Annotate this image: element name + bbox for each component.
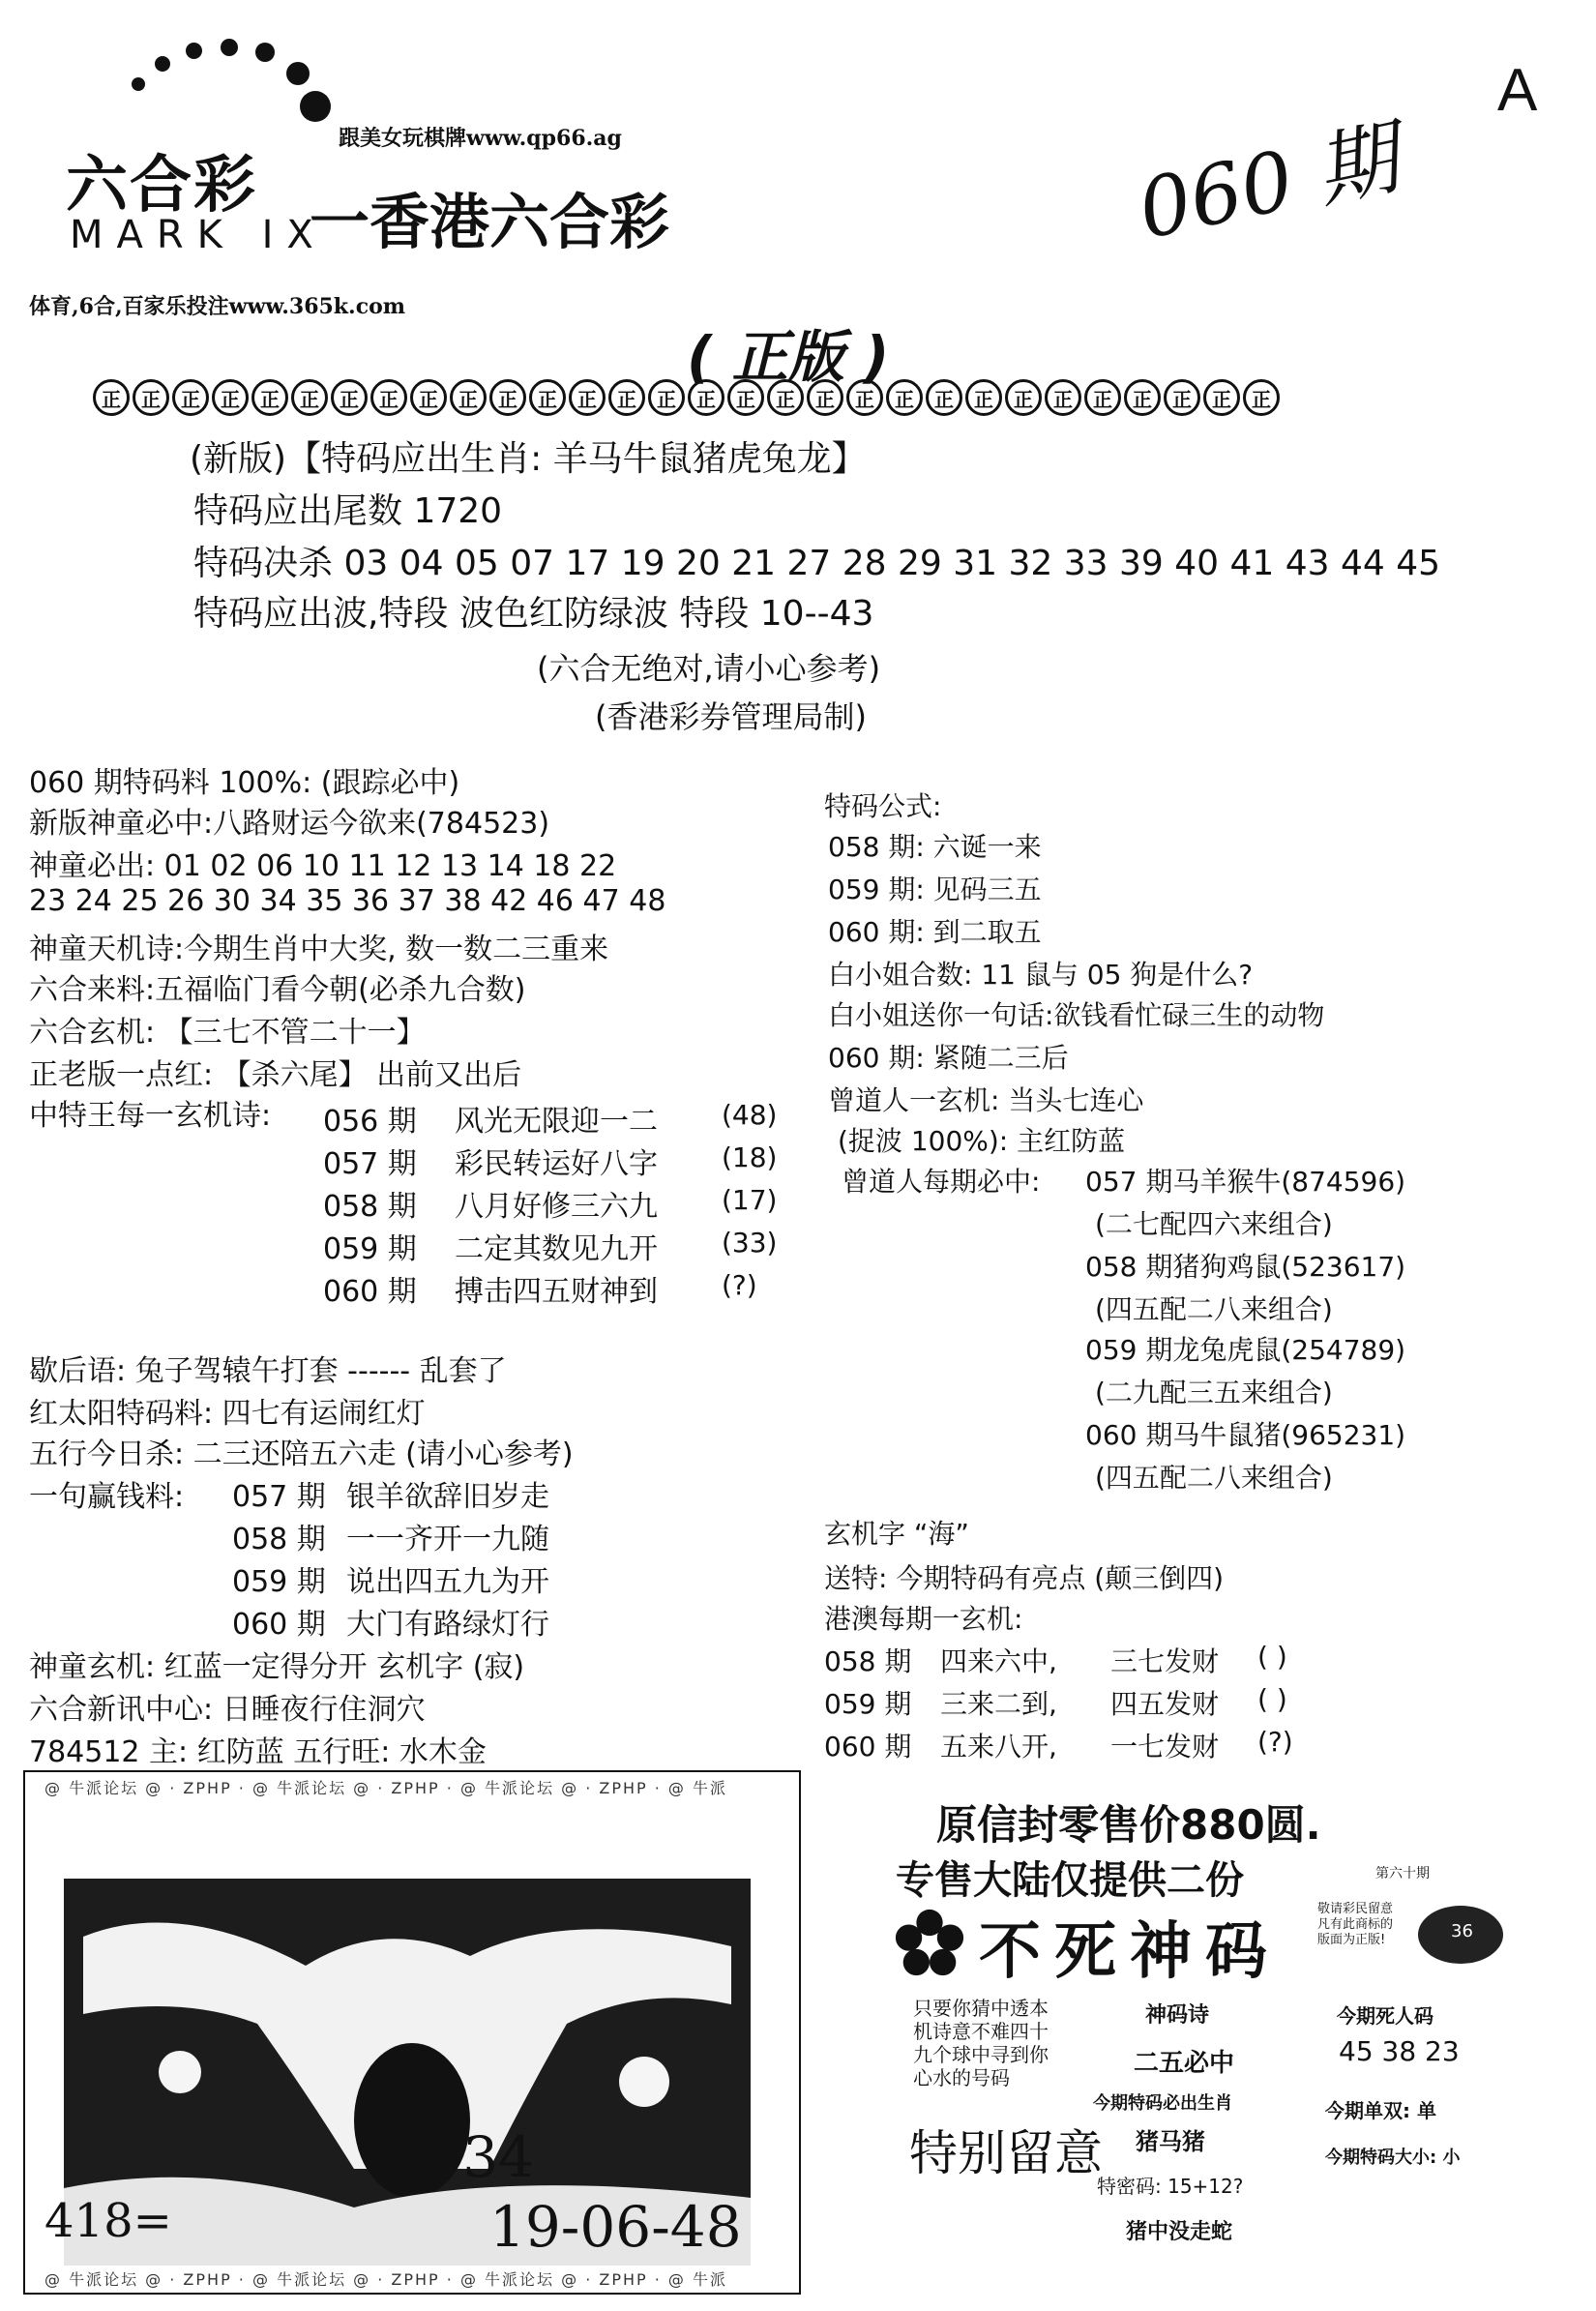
- poem-period: 056 期: [323, 1105, 417, 1139]
- ad-left-line: 九个球中寻到你: [913, 2043, 1049, 2066]
- zheng-stamp: 正: [529, 379, 566, 416]
- money-period: 057 期: [232, 1480, 326, 1514]
- gang-a: 五来八开,: [940, 1731, 1057, 1763]
- poem-period: 059 期: [323, 1232, 417, 1266]
- poem-text: 二定其数见九开: [455, 1232, 658, 1266]
- left-line: 神童玄机: 红蓝一定得分开 玄机字 (寂): [29, 1650, 525, 1684]
- poem-text: 风光无限迎一二: [455, 1105, 658, 1139]
- ad-zodiac: 猪马猪: [1136, 2128, 1205, 2155]
- zheng-stamp: 正: [172, 379, 209, 416]
- zheng-stamp: 正: [1124, 379, 1161, 416]
- zheng-stamp: 正: [410, 379, 447, 416]
- poem-code: (48): [722, 1099, 778, 1131]
- photo-box: [23, 1770, 801, 2295]
- zeng-main: 059 期龙兔虎鼠(254789): [1085, 1334, 1406, 1366]
- zeng-sub: (四五配二八来组合): [1095, 1293, 1333, 1325]
- main-line-kill: 特码决杀 03 04 05 07 17 19 20 21 27 28 29 31 32 33 39 40 41 43 44 45: [193, 544, 1441, 583]
- poem-period: 057 期: [323, 1147, 417, 1181]
- main-line-wave: 特码应出波,特段 波色红防绿波 特段 10--43: [193, 594, 874, 634]
- left-line: 新版神童必中:八路财运今欲来(784523): [29, 807, 550, 841]
- main-line-tail: 特码应出尾数 1720: [193, 491, 503, 531]
- logo-subtitle: 一香港六合彩: [310, 187, 670, 257]
- zheng-stamp: 正: [1005, 379, 1042, 416]
- zheng-stamp: 正: [1164, 379, 1200, 416]
- money-period: 059 期: [232, 1565, 326, 1599]
- corner-letter: A: [1497, 57, 1538, 124]
- zheng-stamp: 正: [251, 379, 288, 416]
- zheng-stamp: 正: [965, 379, 1002, 416]
- zeng-sub: (四五配二八来组合): [1095, 1462, 1333, 1494]
- gang-b: 一七发财: [1110, 1731, 1220, 1763]
- zheng-stamp: 正: [1045, 379, 1081, 416]
- ad-price: 原信封零售价880圆.: [936, 1801, 1321, 1849]
- zheng-stamp: 正: [846, 379, 883, 416]
- zheng-stamp: 正: [489, 379, 526, 416]
- zheng-stamp: 正: [370, 379, 407, 416]
- left-line: 神童天机诗:今期生肖中大奖, 数一数二三重来: [29, 933, 609, 966]
- left-line: 060 期特码料 100%: (跟踪必中): [29, 766, 460, 800]
- gang-period: 060 期: [824, 1731, 912, 1763]
- poem-code: (?): [722, 1269, 757, 1301]
- zheng-stamp: 正: [688, 379, 724, 416]
- photo-number-1: 13 34: [373, 2124, 535, 2190]
- zheng-stamp: 正: [1203, 379, 1240, 416]
- zheng-stamp: 正: [212, 379, 249, 416]
- gang-b: 四五发财: [1110, 1688, 1220, 1720]
- ad-issue: 第六十期: [1375, 1866, 1430, 1881]
- money-label: 一句赢钱料:: [29, 1480, 185, 1514]
- right-line: (捉波 100%): 主红防蓝: [838, 1125, 1126, 1157]
- zheng-stamp: 正: [133, 379, 169, 416]
- ad-line-1: 跟美女玩棋牌www.qp66.ag: [339, 126, 622, 151]
- zheng-stamp: 正: [886, 379, 923, 416]
- zheng-stamp-row: [93, 379, 1280, 416]
- ad-line-2: 体育,6合,百家乐投注www.365k.com: [29, 294, 406, 319]
- logo-cn: 六合彩: [66, 150, 257, 222]
- left-line: 六合新讯中心: 日睡夜行住洞穴: [29, 1693, 426, 1727]
- zheng-stamp: 正: [608, 379, 645, 416]
- poem-text: 彩民转运好八字: [455, 1147, 658, 1181]
- gang-c: ( ): [1257, 1683, 1287, 1715]
- poem-code: (18): [722, 1141, 778, 1173]
- poem-period: 058 期: [323, 1190, 417, 1224]
- gang-period: 058 期: [824, 1645, 912, 1677]
- right-line: 白小姐合数: 11 鼠与 05 狗是什么?: [828, 959, 1254, 991]
- song-te: 送特: 今期特码有亮点 (颠三倒四): [824, 1562, 1225, 1594]
- money-text: 银羊欲辞旧岁走: [346, 1480, 549, 1514]
- gang-a: 四来六中,: [940, 1645, 1057, 1677]
- money-text: 说出四五九为开: [346, 1565, 549, 1599]
- ad-secret: 特密码: 15+12?: [1097, 2175, 1244, 2198]
- money-text: 大门有路绿灯行: [346, 1608, 549, 1642]
- left-line: 23 24 25 26 30 34 35 36 37 38 42 46 47 48: [29, 884, 666, 918]
- xuan-word: 玄机字 “海”: [824, 1518, 969, 1550]
- left-line: 六合来料:五福临门看今朝(必杀九合数): [29, 973, 526, 1007]
- ad-snake: 猪中没走蛇: [1126, 2220, 1233, 2244]
- ad-left-line: 机诗意不难四十: [913, 2020, 1049, 2043]
- formula-line: 059 期: 见码三五: [828, 874, 1042, 905]
- formula-label: 特码公式:: [824, 790, 942, 822]
- zheng-stamp: 正: [450, 379, 487, 416]
- left-line: 歇后语: 兔子驾辕午打套 ------ 乱套了: [29, 1354, 507, 1388]
- ad-left-text: [913, 1997, 1049, 2089]
- right-line: 白小姐送你一句话:欲钱看忙碌三生的动物: [828, 999, 1325, 1031]
- zheng-stamp: 正: [1084, 379, 1121, 416]
- zheng-stamp: 正: [93, 379, 130, 416]
- photo-number-3: 418=: [44, 2194, 172, 2248]
- poem-code: (33): [722, 1227, 778, 1259]
- gang-label: 港澳每期一玄机:: [824, 1603, 1023, 1635]
- ad-zodiac-title: 今期特码必出生肖: [1093, 2093, 1232, 2114]
- poem-period: 060 期: [323, 1275, 417, 1309]
- gang-c: ( ): [1257, 1641, 1287, 1673]
- main-line-zodiac: (新版)【特码应出生肖: 羊马牛鼠猪虎兔龙】: [190, 439, 867, 479]
- poem-text: 八月好修三六九: [455, 1190, 658, 1224]
- left-line: 神童必出: 01 02 06 10 11 12 13 14 18 22: [29, 849, 617, 883]
- zheng-stamp: 正: [648, 379, 685, 416]
- left-line: 红太阳特码料: 四七有运闹红灯: [29, 1397, 426, 1431]
- money-text: 一一齐开一九随: [346, 1523, 549, 1556]
- edition-label: ( 正版 ): [687, 324, 890, 390]
- ad-size: 今期特码大小: 小: [1325, 2148, 1461, 2168]
- ad-poem-title: 神码诗: [1145, 2003, 1210, 2028]
- ad-poem-line: 二五必中: [1134, 2049, 1235, 2078]
- ad-left-line: 心水的号码: [913, 2066, 1010, 2089]
- flower-icon: [892, 1906, 967, 1981]
- gang-c: (?): [1257, 1726, 1293, 1758]
- zeng-sub: (二九配三五来组合): [1095, 1377, 1333, 1408]
- zeng-label: 曾道人每期必中:: [842, 1166, 1041, 1198]
- note-authority: (香港彩券管理局制): [595, 698, 867, 735]
- poem-text: 搏击四五财神到: [455, 1275, 658, 1309]
- left-line: 784512 主: 红防蓝 五行旺: 水木金: [29, 1735, 487, 1769]
- right-line: 060 期: 紧随二三后: [828, 1042, 1069, 1074]
- ad-odd-even: 今期单双: 单: [1325, 2099, 1436, 2122]
- ad-dead-numbers: 45 38 23: [1339, 2035, 1460, 2067]
- zheng-stamp: 正: [767, 379, 804, 416]
- formula-line: 060 期: 到二取五: [828, 916, 1042, 948]
- zheng-stamp: 正: [1243, 379, 1280, 416]
- period-number: 060 期: [1130, 109, 1407, 258]
- right-line: 曾道人一玄机: 当头七连心: [828, 1084, 1144, 1116]
- zeng-main: 057 期马羊猴牛(874596): [1085, 1166, 1406, 1198]
- money-period: 058 期: [232, 1523, 326, 1556]
- gang-period: 059 期: [824, 1688, 912, 1720]
- logo-en: MARK IX: [70, 213, 327, 257]
- formula-line: 058 期: 六诞一来: [828, 831, 1042, 863]
- zeng-main: 060 期马牛鼠猪(965231): [1085, 1419, 1406, 1451]
- zheng-stamp: 正: [291, 379, 328, 416]
- zheng-stamp: 正: [926, 379, 962, 416]
- poem-code: (17): [722, 1184, 778, 1216]
- note-caution: (六合无绝对,请小心参考): [537, 650, 881, 687]
- redaction-bar: [118, 1803, 650, 1867]
- ad-title: 不死神码: [979, 1916, 1281, 1988]
- zheng-stamp: 正: [807, 379, 843, 416]
- ad-dead-title: 今期死人码: [1337, 2004, 1433, 2028]
- ad-sell: 专售大陆仅提供二份: [896, 1857, 1244, 1903]
- zheng-stamp: 正: [331, 379, 368, 416]
- watermark-strip-bottom: @ 牛派论坛 @ · ZPHP · @ 牛派论坛 @ · ZPHP · @ 牛派论坛 @ · ZPHP · @ 牛派: [44, 2270, 728, 2289]
- ad-warning: 敬请彩民留意 凡有此商标的 版面为正版!: [1317, 1902, 1394, 1947]
- zeng-main: 058 期猪狗鸡鼠(523617): [1085, 1251, 1406, 1283]
- ad-special: 特别留意: [909, 2125, 1103, 2181]
- badge-number: 36: [1451, 1921, 1473, 1941]
- zheng-stamp: 正: [569, 379, 606, 416]
- left-line: 正老版一点红: 【杀六尾】 出前又出后: [29, 1058, 522, 1092]
- zheng-stamp: 正: [727, 379, 764, 416]
- gang-a: 三来二到,: [940, 1688, 1057, 1720]
- left-line: 六合玄机: 【三七不管二十一】: [29, 1016, 426, 1050]
- money-period: 060 期: [232, 1608, 326, 1642]
- watermark-strip-top: @ 牛派论坛 @ · ZPHP · @ 牛派论坛 @ · ZPHP · @ 牛派论坛 @ · ZPHP · @ 牛派: [44, 1779, 728, 1797]
- zeng-sub: (二七配四六来组合): [1095, 1208, 1333, 1240]
- photo-number-2: 19-06-48: [489, 2194, 742, 2260]
- left-line: 五行今日杀: 二三还陪五六走 (请小心参考): [29, 1437, 574, 1471]
- poem-label: 中特王每一玄机诗:: [29, 1099, 272, 1133]
- ad-left-line: 只要你猜中透本: [913, 1997, 1049, 2020]
- gang-b: 三七发财: [1110, 1645, 1220, 1677]
